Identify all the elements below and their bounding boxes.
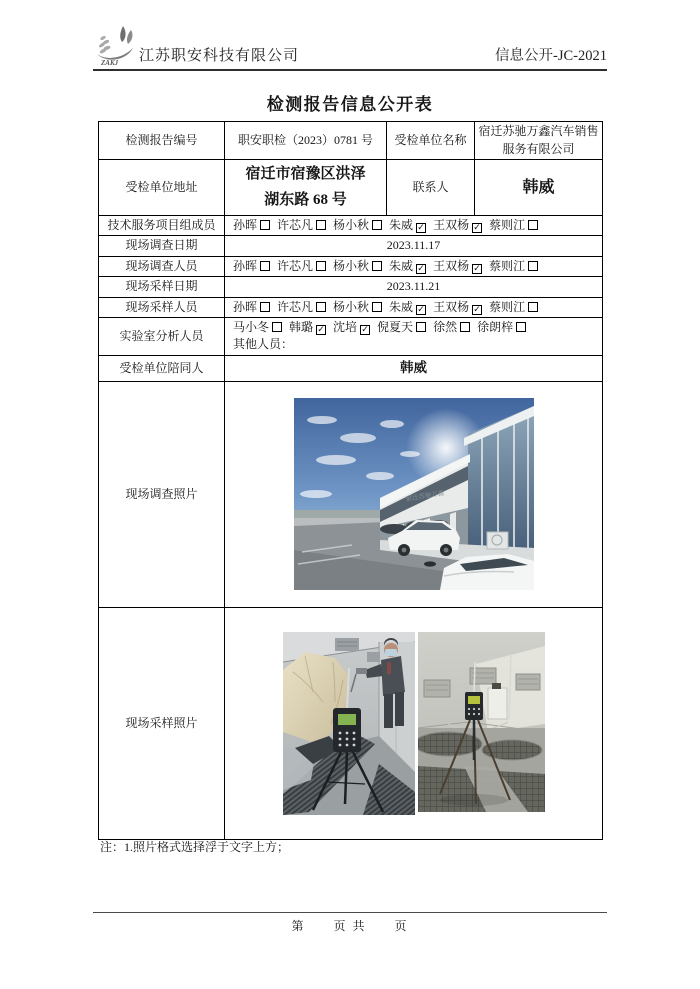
table-row — [99, 256, 603, 276]
person-checkbox-item — [489, 218, 538, 232]
unit-name-label: 受检单位名称 — [387, 122, 475, 160]
person-name: 韩璐 — [289, 319, 314, 334]
sampling-photo-left — [283, 632, 415, 815]
document-code: 信息公开-JC-2021 — [495, 48, 607, 64]
sampling-staff-members — [225, 297, 603, 317]
team-members — [225, 216, 603, 236]
checked-checkbox-icon: ✓ — [473, 263, 481, 274]
sampling-date-label: 现场采样日期 — [99, 277, 225, 297]
empty-checkbox-icon — [316, 261, 326, 271]
person-checkbox-item — [233, 218, 270, 232]
person-name: 倪夏天 — [377, 319, 414, 334]
person-checkbox-item — [433, 300, 482, 314]
person-checkbox-item — [433, 259, 482, 273]
checked-checkbox-icon: ✓ — [417, 263, 425, 274]
header-divider — [93, 69, 607, 71]
person-name: 孙晖 — [233, 258, 258, 273]
sampling-staff-label: 现场采样人员 — [99, 297, 225, 317]
person-checkbox-item — [277, 259, 326, 273]
person-checkbox-item — [389, 259, 426, 273]
survey-photo-label: 现场调查照片 — [99, 381, 225, 607]
person-checkbox-item — [233, 320, 282, 334]
survey-photo-cell — [225, 381, 603, 607]
table-row — [99, 297, 603, 317]
survey-staff-label: 现场调查人员 — [99, 256, 225, 276]
empty-checkbox-icon — [460, 322, 470, 332]
lab-staff-members — [233, 319, 599, 336]
page-header — [93, 24, 607, 68]
person-checkbox-item — [333, 300, 382, 314]
checked-checkbox-icon: ✓ — [473, 223, 481, 233]
lab-staff-label: 实验室分析人员 — [99, 317, 225, 355]
empty-checkbox-icon — [416, 322, 426, 332]
person-name: 王双杨 — [433, 299, 470, 314]
person-name: 孙晖 — [233, 299, 258, 314]
checked-checkbox-icon: ✓ — [361, 324, 369, 335]
person-checkbox-item — [333, 320, 370, 334]
survey-date-label: 现场调查日期 — [99, 236, 225, 256]
person-name: 许芯凡 — [277, 258, 314, 273]
empty-checkbox-icon — [528, 261, 538, 271]
person-checkbox-item — [333, 218, 382, 232]
lab-other-label: 其他人员： — [233, 337, 294, 352]
address-label: 受检单位地址 — [99, 160, 225, 216]
logo-text: ZAKJ — [101, 59, 119, 67]
empty-checkbox-icon — [528, 220, 538, 230]
survey-staff-members — [225, 256, 603, 276]
unit-name-value: 宿迁苏驰万鑫汽车销售服务有限公司 — [475, 122, 603, 160]
table-row — [99, 236, 603, 256]
footer-divider — [93, 912, 607, 913]
checked-checkbox-icon: ✓ — [417, 223, 425, 233]
person-name: 徐然 — [433, 319, 458, 334]
empty-checkbox-icon — [260, 261, 270, 271]
checked-checkbox-icon: ✓ — [317, 324, 325, 335]
person-name: 王双杨 — [433, 258, 470, 273]
table-row — [99, 216, 603, 236]
person-checkbox-item — [477, 320, 526, 334]
person-checkbox-item — [333, 259, 382, 273]
person-checkbox-item — [277, 300, 326, 314]
page-title: 检测报告信息公开表 — [266, 95, 434, 114]
sampling-photo-right — [418, 632, 545, 812]
report-table — [98, 121, 603, 840]
team-label: 技术服务项目组成员 — [99, 216, 225, 236]
person-name: 徐朗梓 — [477, 319, 514, 334]
empty-checkbox-icon — [528, 302, 538, 312]
person-checkbox-item — [489, 300, 538, 314]
person-checkbox-item — [389, 300, 426, 314]
person-name: 蔡则江 — [489, 258, 526, 273]
footnote: 注：1.照片格式选择浮于文字上方； — [100, 840, 290, 854]
survey-date-value: 2023.11.17 — [225, 236, 603, 256]
report-no-value: 职安职检（2023）0781 号 — [225, 122, 387, 160]
escort-label: 受检单位陪同人 — [99, 355, 225, 381]
person-name: 杨小秋 — [333, 299, 370, 314]
sampling-date-value: 2023.11.21 — [225, 277, 603, 297]
table-row — [99, 122, 603, 160]
company-logo-icon — [93, 24, 139, 68]
contact-label: 联系人 — [387, 160, 475, 216]
empty-checkbox-icon — [260, 302, 270, 312]
building-sign-text: 宿迁苏驰万鑫 — [404, 490, 445, 504]
empty-checkbox-icon — [272, 322, 282, 332]
person-name: 沈培 — [333, 319, 358, 334]
empty-checkbox-icon — [316, 220, 326, 230]
person-checkbox-item — [433, 320, 470, 334]
report-no-label: 检测报告编号 — [99, 122, 225, 160]
person-name: 蔡则江 — [489, 299, 526, 314]
person-name: 朱威 — [389, 299, 414, 314]
person-checkbox-item — [377, 320, 426, 334]
company-logo-group — [93, 24, 299, 68]
person-checkbox-item — [389, 218, 426, 232]
empty-checkbox-icon — [372, 302, 382, 312]
checked-checkbox-icon: ✓ — [473, 304, 481, 315]
person-name: 蔡则江 — [489, 218, 526, 232]
empty-checkbox-icon — [316, 302, 326, 312]
page-number-text: 第 页 共 页 — [291, 919, 409, 933]
empty-checkbox-icon — [260, 220, 270, 230]
sampling-photo-cell — [225, 607, 603, 839]
person-name: 朱威 — [389, 258, 414, 273]
person-checkbox-item — [433, 218, 482, 232]
table-row — [99, 607, 603, 839]
person-name: 杨小秋 — [333, 258, 370, 273]
person-name: 孙晖 — [233, 218, 258, 232]
table-row — [99, 160, 603, 216]
empty-checkbox-icon — [372, 220, 382, 230]
person-checkbox-item — [277, 218, 326, 232]
person-checkbox-item — [289, 320, 326, 334]
contact-value: 韩威 — [475, 160, 603, 216]
survey-photo — [294, 398, 534, 590]
person-checkbox-item — [233, 300, 270, 314]
escort-value: 韩威 — [225, 355, 603, 381]
checked-checkbox-icon: ✓ — [417, 304, 425, 315]
table-row — [99, 355, 603, 381]
empty-checkbox-icon — [372, 261, 382, 271]
person-name: 杨小秋 — [333, 218, 370, 232]
address-value: 宿迁市宿豫区洪泽湖东路 68 号 — [225, 160, 387, 216]
person-name: 许芯凡 — [277, 218, 314, 232]
company-name: 江苏职安科技有限公司 — [139, 48, 300, 64]
table-row — [99, 381, 603, 607]
person-name: 王双杨 — [433, 218, 470, 232]
sampling-photo-label: 现场采样照片 — [99, 607, 225, 839]
person-checkbox-item — [233, 259, 270, 273]
person-name: 马小冬 — [233, 319, 270, 334]
person-checkbox-item — [489, 259, 538, 273]
empty-checkbox-icon — [516, 322, 526, 332]
table-row — [99, 317, 603, 355]
person-name: 朱威 — [389, 218, 414, 232]
lab-staff-cell — [225, 317, 603, 355]
table-row — [99, 277, 603, 297]
person-name: 许芯凡 — [277, 299, 314, 314]
